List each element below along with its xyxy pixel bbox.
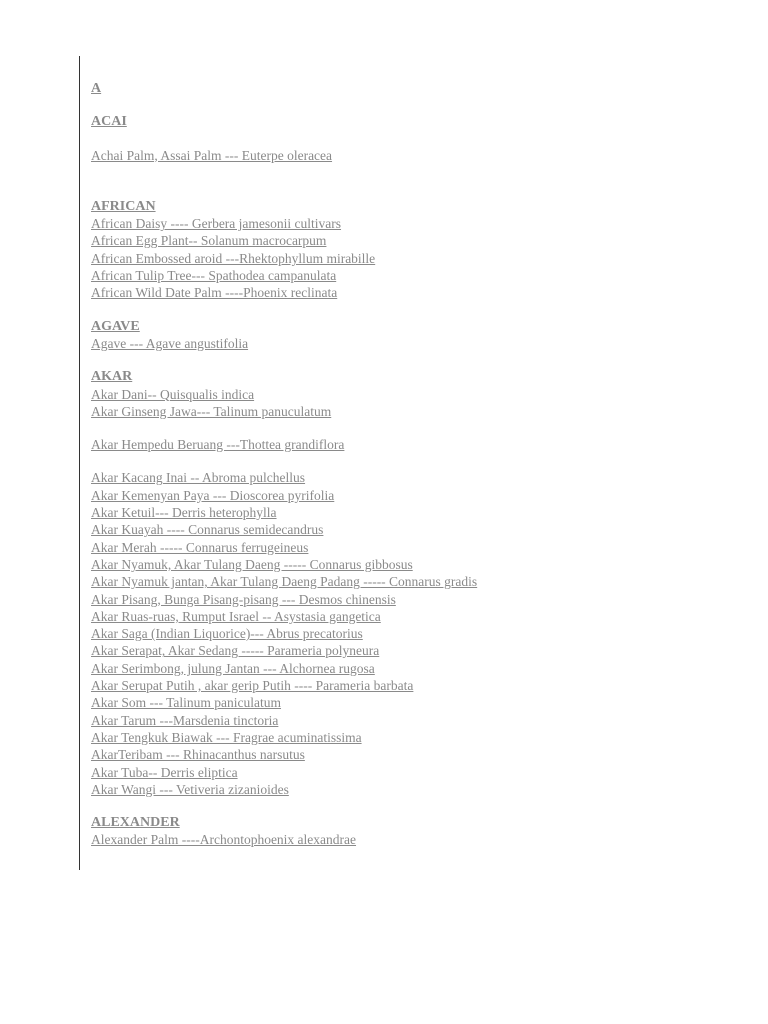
spacer: [91, 798, 751, 814]
entry-link[interactable]: Akar Tengkuk Biawak --- Fragrae acuminatissima: [91, 729, 362, 745]
entry-link[interactable]: Akar Nyamuk jantan, Akar Tulang Daeng Padang ----- Connarus gradis: [91, 574, 478, 590]
entry-link[interactable]: Akar Dani-- Quisqualis indica: [91, 386, 255, 402]
entry-link[interactable]: Akar Ginseng Jawa--- Talinum panuculatum: [91, 403, 332, 419]
entry-link[interactable]: Akar Serapat, Akar Sedang ----- Parameria polyneura: [91, 643, 380, 659]
section-heading-acai[interactable]: ACAI: [91, 114, 127, 130]
entry-link[interactable]: Akar Kemenyan Paya --- Dioscorea pyrifolia: [91, 487, 335, 503]
entry-link[interactable]: Akar Ruas-ruas, Rumput Israel -- Asystasia gangetica: [91, 608, 381, 624]
entry-link[interactable]: African Embossed aroid ---Rhektophyllum mirabille: [91, 250, 376, 266]
section-heading-akar[interactable]: AKAR: [91, 369, 133, 385]
entry-link[interactable]: Akar Wangi --- Vetiveria zizanioides: [91, 781, 289, 797]
spacer: [91, 164, 751, 198]
spacer: [91, 131, 751, 147]
entry-link[interactable]: Akar Tarum ---Marsdenia tinctoria: [91, 712, 279, 728]
entry-link[interactable]: Akar Tuba-- Derris eliptica: [91, 764, 238, 780]
entry-link[interactable]: Achai Palm, Assai Palm --- Euterpe oleracea: [91, 147, 333, 163]
entry-link[interactable]: Akar Merah ----- Connarus ferrugeineus: [91, 539, 309, 555]
entry-link[interactable]: Akar Pisang, Bunga Pisang-pisang --- Desmos chinensis: [91, 591, 396, 607]
entry-link[interactable]: AkarTeribam --- Rhinacanthus narsutus: [91, 747, 305, 763]
entry-link[interactable]: Akar Kacang Inai -- Abroma pulchellus: [91, 470, 306, 486]
spacer: [91, 420, 751, 436]
spacer: [91, 97, 751, 113]
page-margin-line: [79, 56, 80, 870]
document-body: [91, 80, 751, 849]
spacer: [91, 352, 751, 368]
entry-link[interactable]: Akar Ketuil--- Derris heterophylla: [91, 505, 277, 521]
entry-link[interactable]: Akar Saga (Indian Liquorice)--- Abrus precatorius: [91, 626, 363, 642]
entry-link[interactable]: African Egg Plant-- Solanum macrocarpum: [91, 233, 327, 249]
entry-link[interactable]: Akar Nyamuk, Akar Tulang Daeng ----- Connarus gibbosus: [91, 556, 413, 572]
entry-link[interactable]: Alexander Palm ----Archontophoenix alexandrae: [91, 832, 357, 848]
entry-link[interactable]: African Tulip Tree--- Spathodea campanulata: [91, 268, 337, 284]
entry-link[interactable]: African Wild Date Palm ----Phoenix reclinata: [91, 285, 338, 301]
entry-link[interactable]: Akar Serimbong, julung Jantan --- Alchornea rugosa: [91, 660, 375, 676]
entry-link[interactable]: Akar Serupat Putih , akar gerip Putih ---- Parameria barbata: [91, 678, 414, 694]
entry-link[interactable]: Agave --- Agave angustifolia: [91, 335, 249, 351]
spacer: [91, 302, 751, 318]
section-heading-alexander[interactable]: ALEXANDER: [91, 815, 180, 831]
entry-link[interactable]: African Daisy ---- Gerbera jamesonii cultivars: [91, 216, 342, 232]
entry-link[interactable]: Akar Kuayah ---- Connarus semidecandrus: [91, 522, 324, 538]
entry-link[interactable]: Akar Som --- Talinum paniculatum: [91, 695, 282, 711]
spacer: [91, 453, 751, 469]
section-heading-agave[interactable]: AGAVE: [91, 318, 140, 334]
entry-link[interactable]: Akar Hempedu Beruang ---Thottea grandiflora: [91, 437, 345, 453]
section-heading-african[interactable]: AFRICAN: [91, 198, 156, 214]
letter-heading[interactable]: A: [91, 81, 102, 96]
